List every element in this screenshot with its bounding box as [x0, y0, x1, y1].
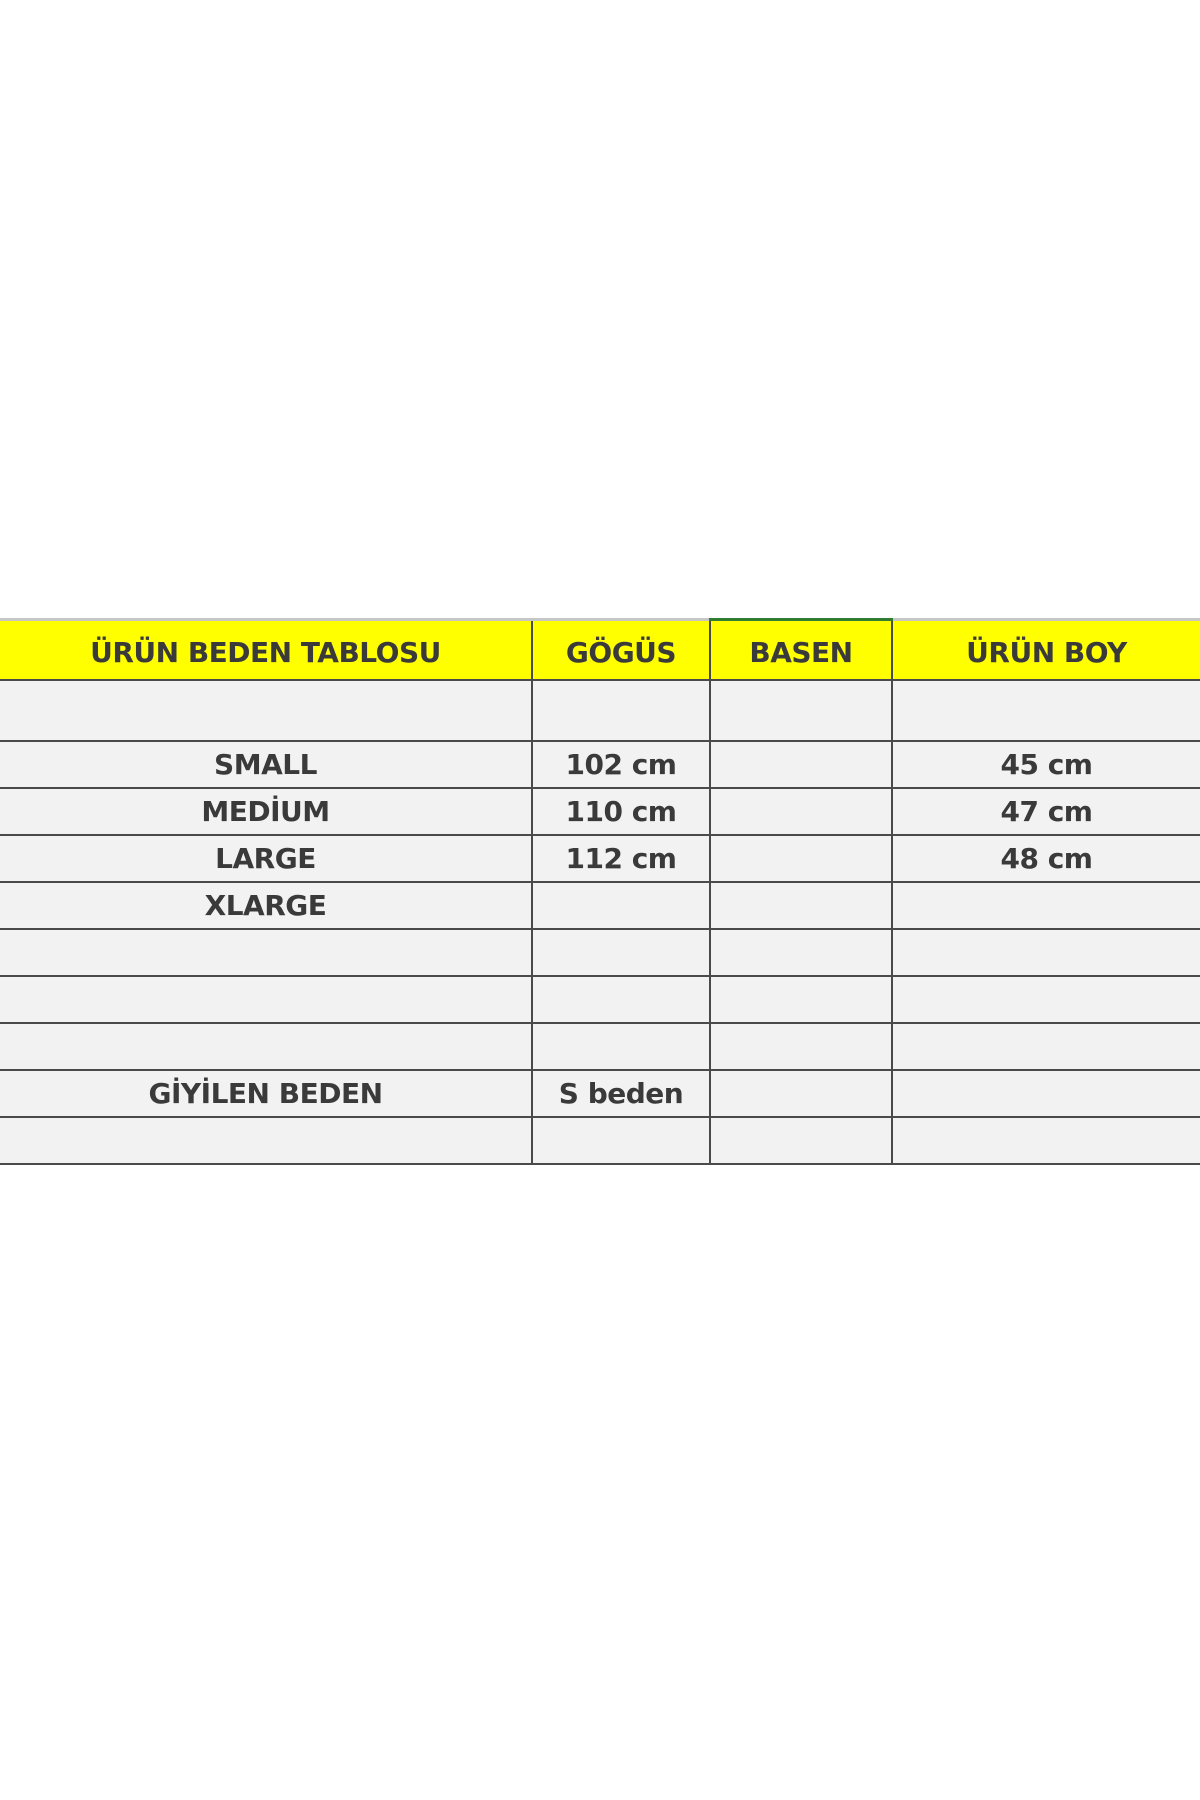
chest-cell	[532, 976, 710, 1023]
length-cell	[892, 882, 1200, 929]
length-cell	[892, 1070, 1200, 1117]
chest-cell	[532, 929, 710, 976]
length-cell	[892, 1023, 1200, 1070]
table-body	[0, 680, 1200, 1164]
length-cell	[892, 929, 1200, 976]
table-row	[0, 882, 1200, 929]
table-row	[0, 929, 1200, 976]
chest-cell	[532, 882, 710, 929]
table-row	[0, 741, 1200, 788]
length-cell: 45 cm	[892, 741, 1200, 788]
chest-cell: 110 cm	[532, 788, 710, 835]
chest-cell: 112 cm	[532, 835, 710, 882]
size-cell: SMALL	[0, 741, 532, 788]
header-chest: GÖGÜS	[532, 620, 710, 680]
hip-cell	[710, 741, 892, 788]
size-chart-table	[0, 618, 1200, 1165]
hip-cell	[710, 929, 892, 976]
length-cell: 48 cm	[892, 835, 1200, 882]
size-cell: LARGE	[0, 835, 532, 882]
table-row	[0, 1023, 1200, 1070]
size-cell	[0, 929, 532, 976]
hip-cell	[710, 1070, 892, 1117]
header-hip: BASEN	[710, 620, 892, 680]
size-cell: GİYİLEN BEDEN	[0, 1070, 532, 1117]
length-cell	[892, 1117, 1200, 1164]
length-cell: 47 cm	[892, 788, 1200, 835]
header-row	[0, 620, 1200, 680]
table-row	[0, 680, 1200, 741]
chest-cell	[532, 1117, 710, 1164]
length-cell	[892, 680, 1200, 741]
chest-cell: 102 cm	[532, 741, 710, 788]
hip-cell	[710, 835, 892, 882]
size-cell: MEDİUM	[0, 788, 532, 835]
size-cell	[0, 1117, 532, 1164]
size-cell	[0, 680, 532, 741]
hip-cell	[710, 976, 892, 1023]
size-cell: XLARGE	[0, 882, 532, 929]
hip-cell	[710, 882, 892, 929]
size-cell	[0, 976, 532, 1023]
header-product-length: ÜRÜN BOY	[892, 620, 1200, 680]
header-product-size-table: ÜRÜN BEDEN TABLOSU	[0, 620, 532, 680]
hip-cell	[710, 680, 892, 741]
table-row	[0, 835, 1200, 882]
table-row	[0, 976, 1200, 1023]
hip-cell	[710, 1117, 892, 1164]
length-cell	[892, 976, 1200, 1023]
table-header	[0, 620, 1200, 680]
chest-cell: S beden	[532, 1070, 710, 1117]
table-row	[0, 1117, 1200, 1164]
hip-cell	[710, 1023, 892, 1070]
table-row	[0, 1070, 1200, 1117]
chest-cell	[532, 1023, 710, 1070]
hip-cell	[710, 788, 892, 835]
table-row	[0, 788, 1200, 835]
size-cell	[0, 1023, 532, 1070]
chest-cell	[532, 680, 710, 741]
